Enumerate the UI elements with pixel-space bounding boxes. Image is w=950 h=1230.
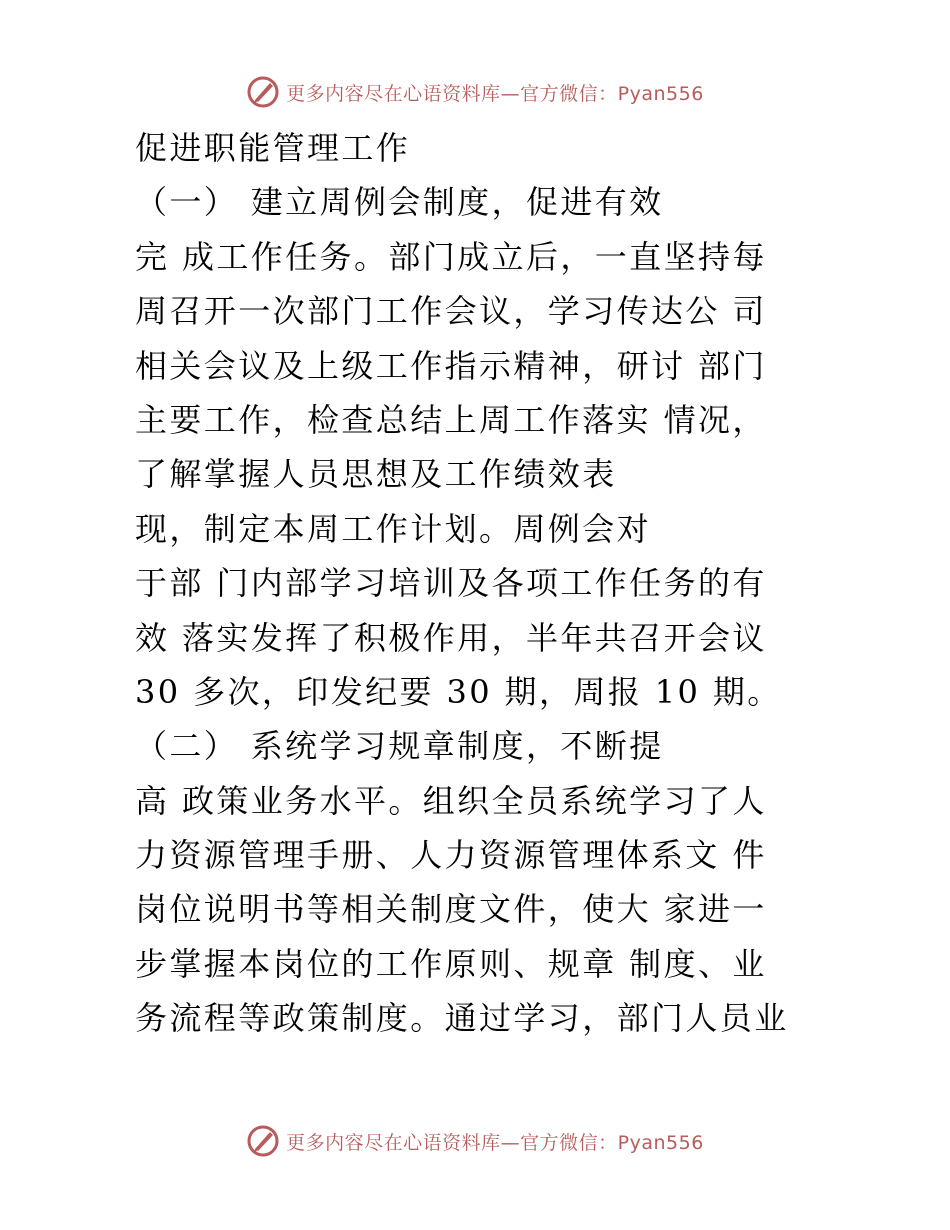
text-line: 了解掌握人员思想及工作绩效表: [135, 455, 617, 494]
document-body: [135, 121, 835, 1046]
text-line: 高 政策业务水平。组织全员系统学习了人: [135, 781, 767, 820]
text-line: （二） 系统学习规章制度，不断提: [135, 727, 664, 766]
text-line: 于部 门内部学习培训及各项工作任务的有: [135, 564, 767, 603]
text-line: 相关会议及上级工作指示精神，研讨 部门: [135, 346, 767, 385]
text-line: 促进职能管理工作: [135, 129, 411, 167]
text-line: 效 落实发挥了积极作用，半年共召开会议: [135, 618, 767, 657]
quill-logo-icon: [246, 75, 280, 109]
watermark-text: 更多内容尽在心语资料库—官方微信：Pyan556: [286, 1131, 704, 1154]
text-line: （一） 建立周例会制度，促进有效: [135, 183, 664, 222]
text-line: 主要工作，检查总结上周工作落实 情况，: [135, 400, 767, 439]
quill-logo-icon: [246, 1124, 280, 1158]
text-line: 现，制定本周工作计划。周例会对: [135, 509, 652, 548]
text-line: 务流程等政策制度。通过学习，部门人员业: [135, 999, 789, 1038]
text-line: 步掌握本岗位的工作原则、规章 制度、业: [135, 944, 767, 983]
header-watermark: [0, 72, 950, 112]
text-line: 周召开一次部门工作会议，学习传达公 司: [135, 292, 767, 331]
watermark-text: 更多内容尽在心语资料库—官方微信：Pyan556: [286, 82, 704, 105]
text-line: 30 多次，印发纪要 30 期，周报 10 期。: [135, 672, 782, 711]
text-line: 完 成工作任务。部门成立后，一直坚持每: [135, 237, 767, 276]
text-line: 力资源管理手册、人力资源管理体系文 件: [135, 836, 767, 875]
footer-watermark: [0, 1121, 950, 1161]
text-line: 岗位说明书等相关制度文件，使大 家进一: [135, 890, 767, 929]
